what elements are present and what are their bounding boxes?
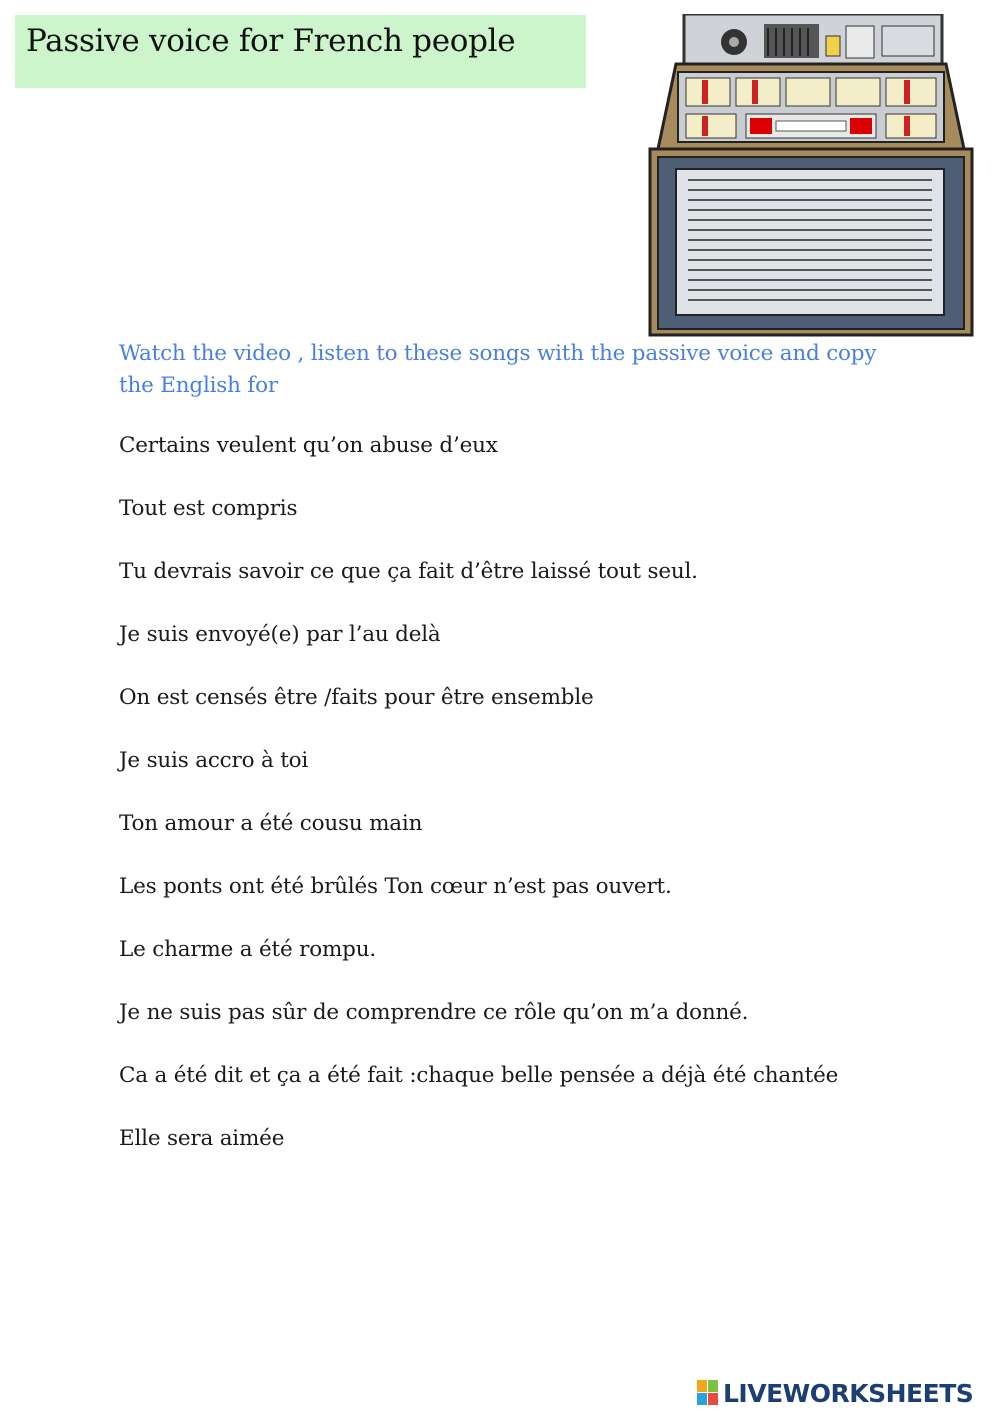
sentence-item: Le charme a été rompu.	[119, 937, 376, 962]
liveworksheets-cube-icon	[697, 1380, 719, 1406]
sentence-item: Tout est compris	[119, 496, 298, 521]
sentence-item: Elle sera aimée	[119, 1126, 285, 1151]
liveworksheets-logo[interactable]	[697, 1377, 973, 1409]
sentence-item: Je ne suis pas sûr de comprendre ce rôle qu’on m’a donné.	[119, 1000, 749, 1025]
sentence-item: Ca a été dit et ça a été fait :chaque belle pensée a déjà été chantée	[119, 1063, 839, 1088]
instructions-text: Watch the video , listen to these songs with the passive voice and copy the English for	[119, 341, 877, 398]
page-title: Passive voice for French people	[26, 23, 516, 59]
sentence-item: Tu devrais savoir ce que ça fait d’être laissé tout seul.	[119, 559, 698, 584]
title-banner	[15, 15, 586, 88]
sentence-item: Les ponts ont été brûlés Ton cœur n’est pas ouvert.	[119, 874, 672, 899]
brand-name: LIVEWORKSHEETS	[723, 1378, 974, 1408]
sentence-item: On est censés être /faits pour être ensemble	[119, 685, 594, 710]
sentence-item: Ton amour a été cousu main	[119, 811, 423, 836]
sentence-item: Certains veulent qu’on abuse d’eux	[119, 433, 498, 458]
jukebox-illustration	[646, 14, 975, 338]
sentence-item: Je suis envoyé(e) par l’au delà	[119, 622, 441, 647]
sentence-item: Je suis accro à toi	[119, 748, 309, 773]
